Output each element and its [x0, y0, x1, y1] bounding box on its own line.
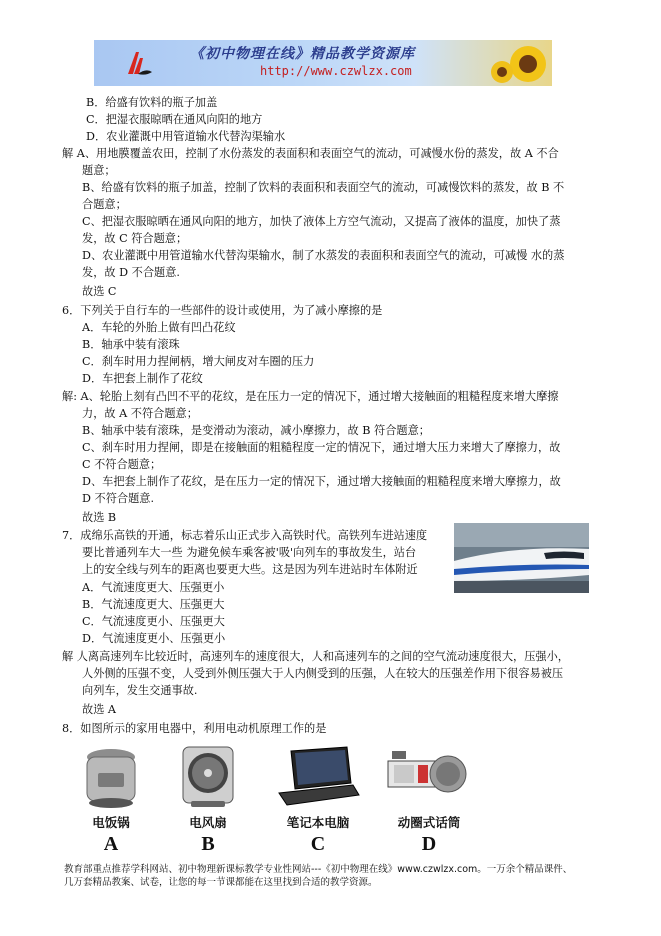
appliance-c [273, 743, 363, 856]
footer-line-2: 几万套精品教案、试卷，让您的每一节课都能在这里找到合适的教学资源。 [64, 877, 378, 888]
text-line: 发，故 D 不合题意. [82, 266, 180, 279]
text-line: B．轴承中装有滚珠 [82, 338, 180, 351]
text-line: 发，故 C 符合题意； [82, 232, 188, 245]
appliance-b [163, 743, 253, 856]
appliance-name: 电饭锅 [92, 815, 130, 830]
text-line: B．给盛有饮料的瓶子加盖 [86, 96, 218, 109]
text-line: 解 人离高速列车比较近时，高速列车的速度很大，人和高速列车的之间的空气流动速度很大，压强小， [62, 650, 569, 663]
text-line: C．气流速度更小、压强更大 [82, 615, 225, 628]
text-line: 向列车，发生交通事故. [82, 684, 198, 697]
appliance-name: 笔记本电脑 [286, 815, 350, 830]
text-line: D．农业灌溉中用管道输水代替沟渠输水 [86, 130, 286, 143]
laptop-icon [273, 743, 363, 811]
text-line: 力，故 A 不符合题意； [82, 407, 198, 420]
appliance-name: 动圈式话筒 [397, 815, 461, 830]
text-line: D 不符合题意. [82, 492, 155, 505]
text-line: 要比普通列车大一些 为避免候车乘客被'吸'向列车的事故发生，站台 [82, 546, 417, 559]
sunflower-icon [488, 42, 550, 86]
text-line: 题意； [82, 164, 116, 177]
text-line: D．气流速度更小、压强更小 [82, 632, 226, 645]
text-line: B、轴承中装有滚珠，是变滑动为滚动，减小摩擦力，故 B 符合题意； [82, 424, 430, 437]
text-line: B．气流速度更大、压强更大 [82, 598, 225, 611]
text-line: 6．下列关于自行车的一些部件的设计或使用，为了减小摩擦的是 [62, 304, 383, 317]
appliance-d [384, 743, 474, 856]
header-banner [94, 40, 552, 86]
appliance-letter: C [310, 833, 326, 855]
text-line: A．车轮的外胎上做有凹凸花纹 [82, 321, 236, 334]
text-line: 故选 C [82, 285, 117, 298]
text-line: C．把湿衣服晾晒在通风向阳的地方 [86, 113, 263, 126]
electric-fan-icon [173, 743, 243, 811]
text-line: C 不符合题意； [82, 458, 162, 471]
text-line: 8．如图所示的家用电器中，利用电动机原理工作的是 [62, 722, 327, 735]
text-line: B、给盛有饮料的瓶子加盖，控制了饮料的表面积和表面空气的流动，可减慢饮料的蒸发，故 B 不 [82, 181, 565, 194]
appliance-letter: D [421, 833, 437, 855]
text-line: 人外侧的压强不变，人受到外侧压强大于人内侧受到的压强，人在较大的压强差作用下很容易被压 [82, 667, 564, 680]
text-line: A．气流速度更大、压强更小 [82, 581, 225, 594]
appliance-letter: B [201, 833, 215, 855]
text-line: 合题意； [82, 198, 127, 211]
appliance-letter: A [103, 833, 119, 855]
banner-title: 《初中物理在线》精品教学资源库 [190, 46, 415, 62]
text-line: D、车把套上制作了花纹，是在压力一定的情况下，通过增大接触面的粗糙程度来增大摩擦力，故 [82, 475, 561, 488]
text-line: C．刹车时用力捏闸柄，增大闸皮对车圈的压力 [82, 355, 315, 368]
text-line: 解: A、轮胎上刻有凸凹不平的花纹，是在压力一定的情况下，通过增大接触面的粗糙程度来增大摩擦 [62, 390, 559, 403]
appliance-figures [66, 743, 526, 863]
footer-note [64, 863, 624, 889]
text-line: 7．成绵乐高铁的开通，标志着乐山正式步入高铁时代。高铁列车进站速度 [62, 529, 428, 542]
text-line: 故选 A [82, 703, 117, 716]
text-line: C、把湿衣服晾晒在通风向阳的地方，加快了液体上方空气流动，又提高了液体的温度，加快了蒸 [82, 215, 561, 228]
dynamic-microphone-icon [384, 743, 474, 811]
text-line: 上的安全线与列车的距离也要更大些。这是因为列车进站时车体附近 [82, 563, 418, 576]
high-speed-train-photo [454, 523, 589, 593]
footer-line-1: 教育部重点推荐学科网站、初中物理新课标教学专业性网站---《初中物理在线》www.czwlzx.com。一万余个精品课件、 [64, 864, 573, 875]
text-line: 解 A、用地膜覆盖农田，控制了水份蒸发的表面积和表面空气的流动，可减慢水份的蒸发，故 A 不合 [62, 147, 559, 160]
text-line: D、农业灌溉中用管道输水代替沟渠输水，制了水蒸发的表面积和表面空气的流动，可减慢 水的蒸 [82, 249, 565, 262]
site-logo-icon [124, 48, 154, 78]
text-line: 故选 B [82, 511, 117, 524]
appliance-name: 电风扇 [189, 815, 227, 830]
appliance-a [66, 743, 156, 856]
text-line: C、刹车时用力捏闸，即是在接触面的粗糙程度一定的情况下，通过增大压力来增大了摩擦力，故 [82, 441, 561, 454]
text-line: D．车把套上制作了花纹 [82, 372, 203, 385]
banner-url[interactable]: http://www.czwlzx.com [260, 64, 412, 78]
rice-cooker-icon [76, 743, 146, 811]
